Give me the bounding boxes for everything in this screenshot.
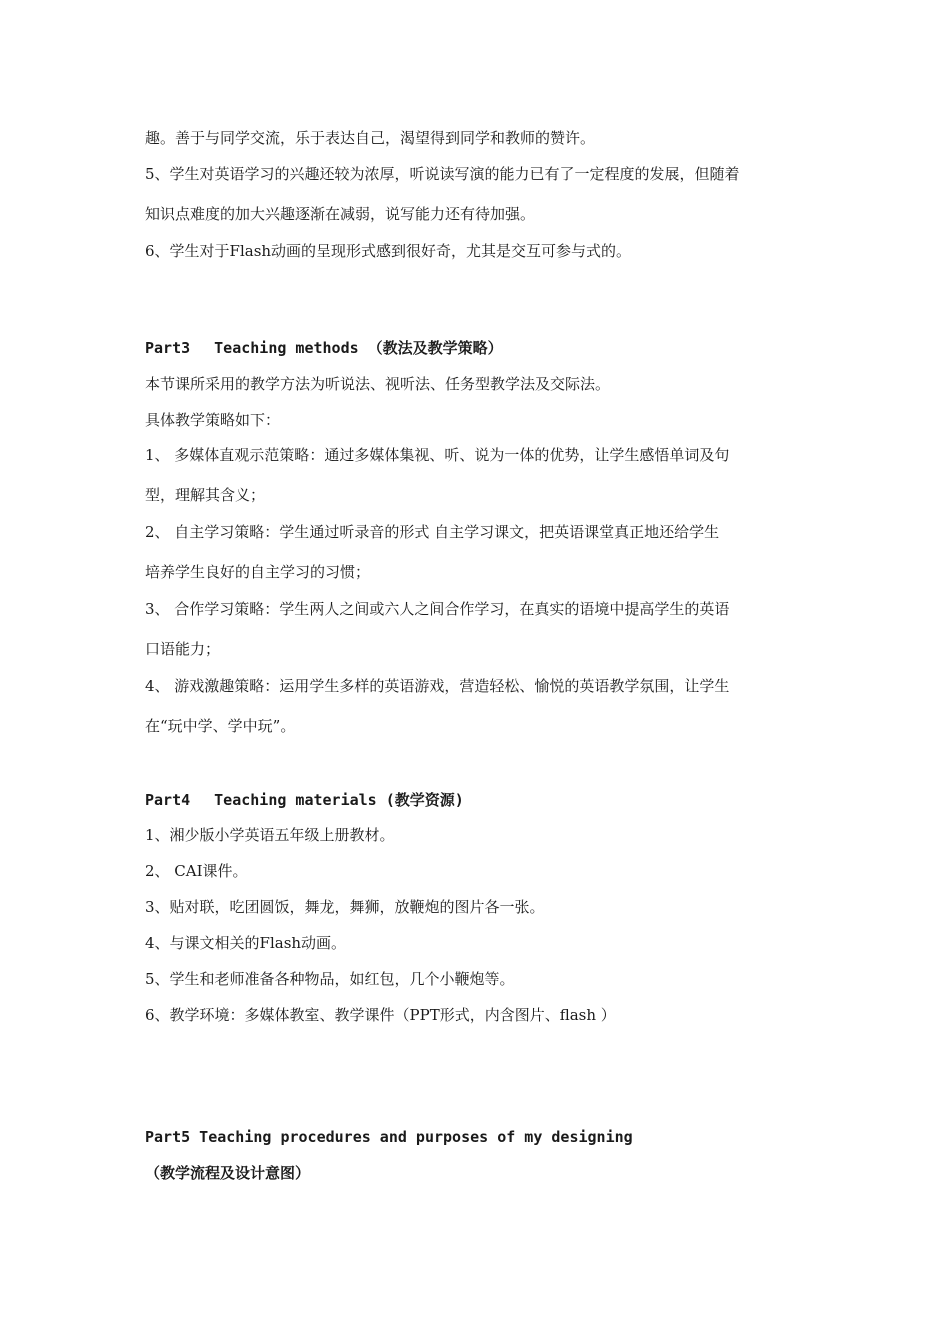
list-item: 4、与课文相关的Flash动画。 (145, 934, 347, 952)
section-heading-part5: Part5 Teaching procedures and purposes of my designing (145, 1128, 633, 1146)
list-item: 6、教学环境：多媒体教室、教学课件（PPT形式，内含图片、flash ） (145, 1006, 616, 1024)
paragraph-line: 具体教学策略如下： (145, 411, 281, 429)
section-heading-part4 (145, 790, 815, 810)
list-item: 5、学生对英语学习的兴趣还较为浓厚，听说读写演的能力已有了一定程度的发展，但随着 (145, 165, 740, 183)
section-title: Teaching materials (教学资源) (214, 791, 464, 809)
list-item-continuation: 在“玩中学、学中玩”。 (145, 717, 296, 735)
section-label: Part3 (145, 339, 191, 357)
list-item-continuation: 培养学生良好的自主学习的习惯； (145, 563, 371, 581)
list-item: 4、 游戏激趣策略：运用学生多样的英语游戏，营造轻松、愉悦的英语教学氛围，让学生 (145, 677, 730, 695)
list-item-continuation: 型，理解其含义； (145, 486, 266, 504)
paragraph-line: 本节课所采用的教学方法为听说法、视听法、任务型教学法及交际法。 (145, 375, 611, 393)
list-item: 2、 CAI课件。 (145, 862, 248, 880)
list-item: 3、 合作学习策略：学生两人之间或六人之间合作学习，在真实的语境中提高学生的英语 (145, 600, 730, 618)
list-item: 5、学生和老师准备各种物品，如红包，几个小鞭炮等。 (145, 970, 515, 988)
paragraph-line: 趣。善于与同学交流，乐于表达自己，渴望得到同学和教师的赞许。 (145, 129, 596, 147)
list-item: 1、 多媒体直观示范策略：通过多媒体集视、听、说为一体的优势，让学生感悟单词及句 (145, 446, 730, 464)
list-item-continuation: 口语能力； (145, 640, 221, 658)
list-item-continuation: 知识点难度的加大兴趣逐渐在减弱，说写能力还有待加强。 (145, 205, 536, 223)
section-label: Part4 (145, 791, 191, 809)
list-item: 2、 自主学习策略：学生通过听录音的形式 自主学习课文，把英语课堂真正地还给学生 (145, 523, 720, 541)
section-subtitle-part5: （教学流程及设计意图） (145, 1164, 311, 1182)
section-title: Teaching methods （教法及教学策略） (214, 339, 503, 357)
list-item: 6、学生对于Flash动画的呈现形式感到很好奇，尤其是交互可参与式的。 (145, 242, 632, 260)
list-item: 3、贴对联，吃团圆饭，舞龙，舞狮，放鞭炮的图片各一张。 (145, 898, 545, 916)
section-heading-part3 (145, 338, 815, 358)
list-item: 1、湘少版小学英语五年级上册教材。 (145, 826, 395, 844)
